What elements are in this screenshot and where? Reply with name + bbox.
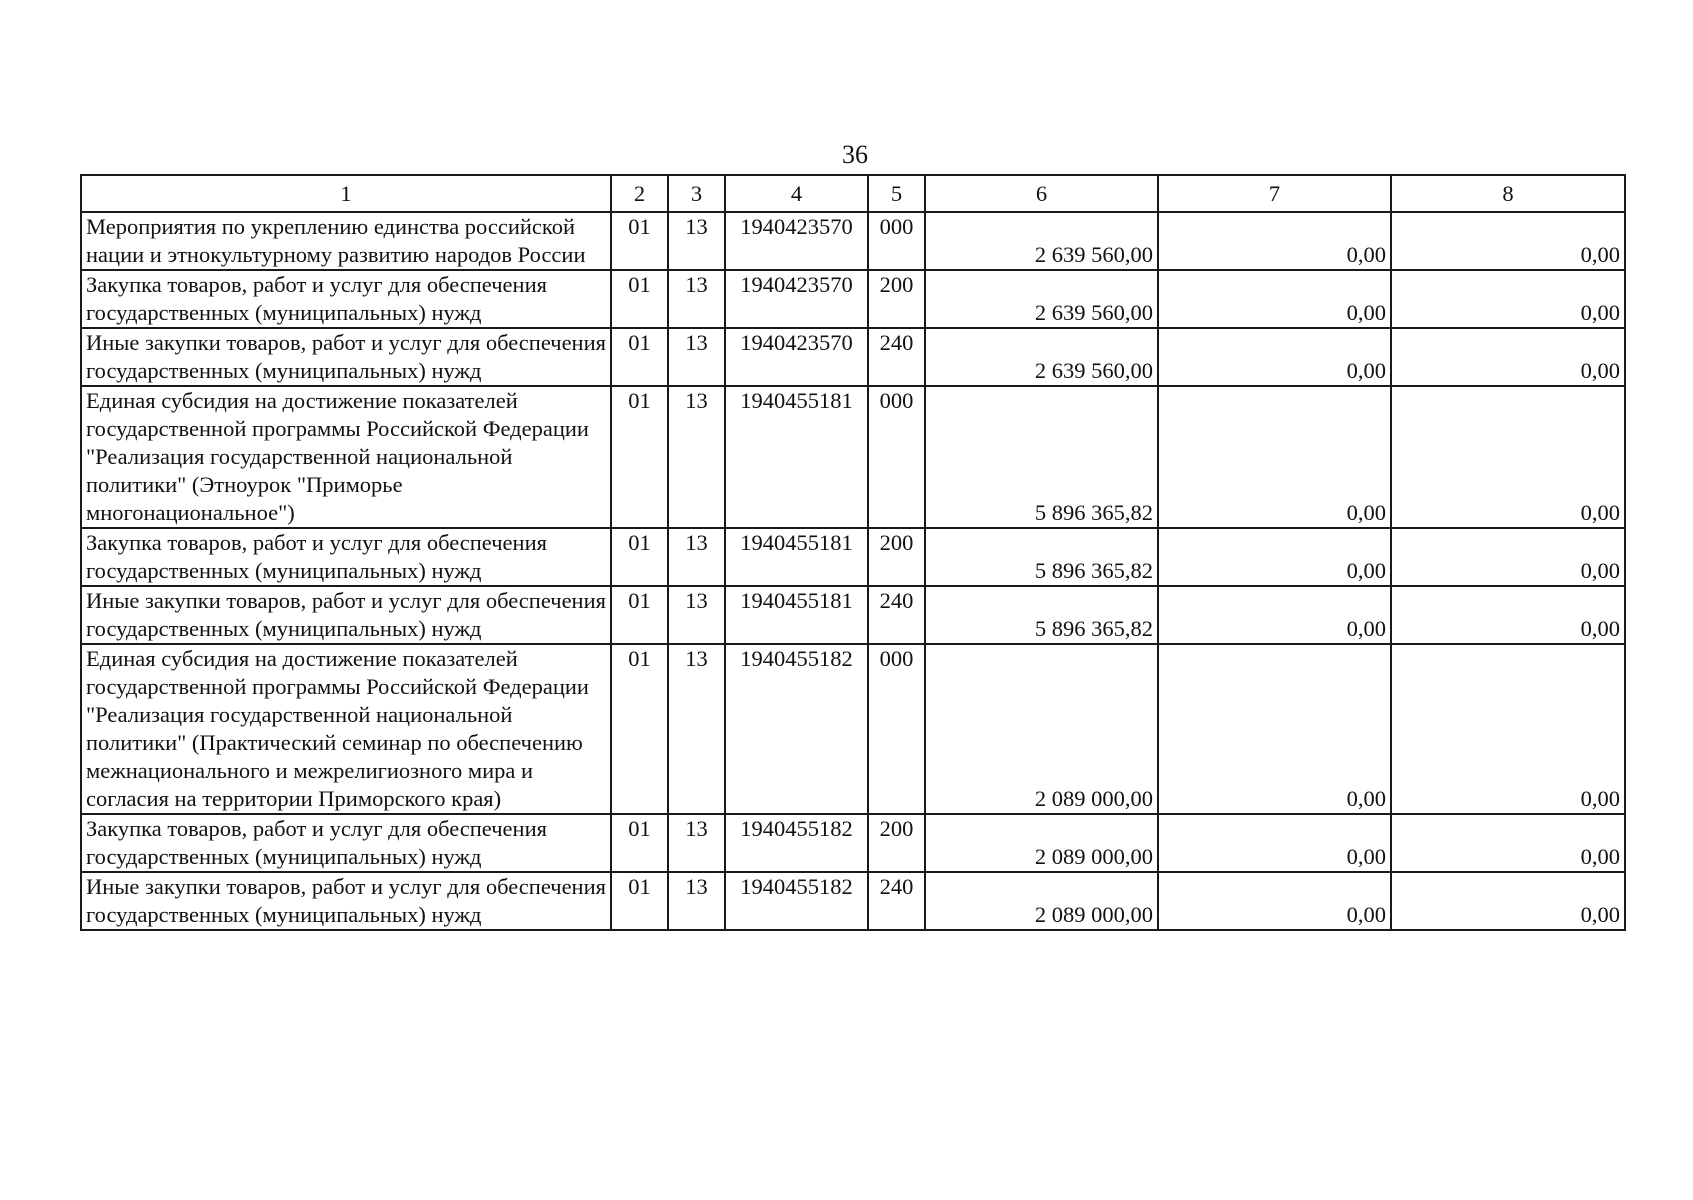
item-name-cell: Иные закупки товаров, работ и услуг для обеспечения государственных (муниципальных) нужд	[81, 328, 611, 386]
amount-col7-cell: 0,00	[1158, 212, 1391, 270]
subsection-code-cell: 13	[668, 644, 725, 814]
table-row	[81, 386, 1625, 528]
section-code-cell: 01	[611, 814, 668, 872]
amount-col7-cell: 0,00	[1158, 644, 1391, 814]
amount-col8-cell: 0,00	[1391, 814, 1625, 872]
amount-col6-cell: 5 896 365,82	[925, 386, 1158, 528]
expense-type-cell: 000	[868, 386, 925, 528]
amount-col7-cell: 0,00	[1158, 528, 1391, 586]
column-header: 3	[668, 175, 725, 212]
column-header: 5	[868, 175, 925, 212]
amount-col8-cell: 0,00	[1391, 328, 1625, 386]
target-article-cell: 1940455182	[725, 872, 868, 930]
target-article-cell: 1940455181	[725, 586, 868, 644]
expense-type-cell: 000	[868, 644, 925, 814]
amount-col8-cell: 0,00	[1391, 586, 1625, 644]
target-article-cell: 1940455182	[725, 814, 868, 872]
column-header: 4	[725, 175, 868, 212]
amount-col8-cell: 0,00	[1391, 872, 1625, 930]
target-article-cell: 1940423570	[725, 212, 868, 270]
section-code-cell: 01	[611, 212, 668, 270]
amount-col8-cell: 0,00	[1391, 386, 1625, 528]
page-number: 36	[842, 140, 868, 169]
subsection-code-cell: 13	[668, 212, 725, 270]
subsection-code-cell: 13	[668, 872, 725, 930]
expense-type-cell: 240	[868, 586, 925, 644]
item-name-cell: Мероприятия по укреплению единства российской нации и этнокультурному развитию народов России	[81, 212, 611, 270]
section-code-cell: 01	[611, 586, 668, 644]
target-article-cell: 1940423570	[725, 328, 868, 386]
subsection-code-cell: 13	[668, 328, 725, 386]
amount-col6-cell: 2 639 560,00	[925, 212, 1158, 270]
item-name-cell: Иные закупки товаров, работ и услуг для обеспечения государственных (муниципальных) нужд	[81, 872, 611, 930]
subsection-code-cell: 13	[668, 814, 725, 872]
target-article-cell: 1940455181	[725, 386, 868, 528]
section-code-cell: 01	[611, 328, 668, 386]
expense-type-cell: 000	[868, 212, 925, 270]
column-header: 6	[925, 175, 1158, 212]
subsection-code-cell: 13	[668, 586, 725, 644]
table-row	[81, 328, 1625, 386]
expense-type-cell: 240	[868, 328, 925, 386]
section-code-cell: 01	[611, 872, 668, 930]
table-row	[81, 586, 1625, 644]
subsection-code-cell: 13	[668, 528, 725, 586]
target-article-cell: 1940423570	[725, 270, 868, 328]
item-name-cell: Единая субсидия на достижение показателей государственной программы Российской Федерации "Реализация государственной национальной политики" (Практический семинар по обеспечению межнационального и межрелигиозного мира и согласия на территории Приморского края)	[81, 644, 611, 814]
expense-type-cell: 200	[868, 270, 925, 328]
amount-col6-cell: 5 896 365,82	[925, 586, 1158, 644]
amount-col8-cell: 0,00	[1391, 644, 1625, 814]
table-header-row	[81, 175, 1625, 212]
amount-col7-cell: 0,00	[1158, 386, 1391, 528]
column-header: 7	[1158, 175, 1391, 212]
table-row	[81, 528, 1625, 586]
section-code-cell: 01	[611, 270, 668, 328]
section-code-cell: 01	[611, 386, 668, 528]
amount-col6-cell: 5 896 365,82	[925, 528, 1158, 586]
target-article-cell: 1940455182	[725, 644, 868, 814]
amount-col8-cell: 0,00	[1391, 212, 1625, 270]
expense-type-cell: 240	[868, 872, 925, 930]
item-name-cell: Закупка товаров, работ и услуг для обеспечения государственных (муниципальных) нужд	[81, 270, 611, 328]
column-header: 8	[1391, 175, 1625, 212]
amount-col7-cell: 0,00	[1158, 270, 1391, 328]
amount-col7-cell: 0,00	[1158, 814, 1391, 872]
column-header: 1	[81, 175, 611, 212]
budget-table	[80, 174, 1626, 931]
amount-col7-cell: 0,00	[1158, 586, 1391, 644]
amount-col7-cell: 0,00	[1158, 328, 1391, 386]
table-row	[81, 814, 1625, 872]
item-name-cell: Закупка товаров, работ и услуг для обеспечения государственных (муниципальных) нужд	[81, 528, 611, 586]
item-name-cell: Закупка товаров, работ и услуг для обеспечения государственных (муниципальных) нужд	[81, 814, 611, 872]
target-article-cell: 1940455181	[725, 528, 868, 586]
section-code-cell: 01	[611, 528, 668, 586]
amount-col6-cell: 2 639 560,00	[925, 270, 1158, 328]
table-row	[81, 270, 1625, 328]
item-name-cell: Иные закупки товаров, работ и услуг для обеспечения государственных (муниципальных) нужд	[81, 586, 611, 644]
expense-type-cell: 200	[868, 814, 925, 872]
column-header: 2	[611, 175, 668, 212]
amount-col8-cell: 0,00	[1391, 528, 1625, 586]
amount-col6-cell: 2 089 000,00	[925, 814, 1158, 872]
amount-col6-cell: 2 089 000,00	[925, 872, 1158, 930]
subsection-code-cell: 13	[668, 386, 725, 528]
section-code-cell: 01	[611, 644, 668, 814]
expense-type-cell: 200	[868, 528, 925, 586]
amount-col6-cell: 2 639 560,00	[925, 328, 1158, 386]
item-name-cell: Единая субсидия на достижение показателей государственной программы Российской Федерации "Реализация государственной национальной политики" (Этноурок "Приморье многонациональное")	[81, 386, 611, 528]
amount-col8-cell: 0,00	[1391, 270, 1625, 328]
table-row	[81, 212, 1625, 270]
subsection-code-cell: 13	[668, 270, 725, 328]
table-row	[81, 872, 1625, 930]
table-row	[81, 644, 1625, 814]
amount-col6-cell: 2 089 000,00	[925, 644, 1158, 814]
amount-col7-cell: 0,00	[1158, 872, 1391, 930]
